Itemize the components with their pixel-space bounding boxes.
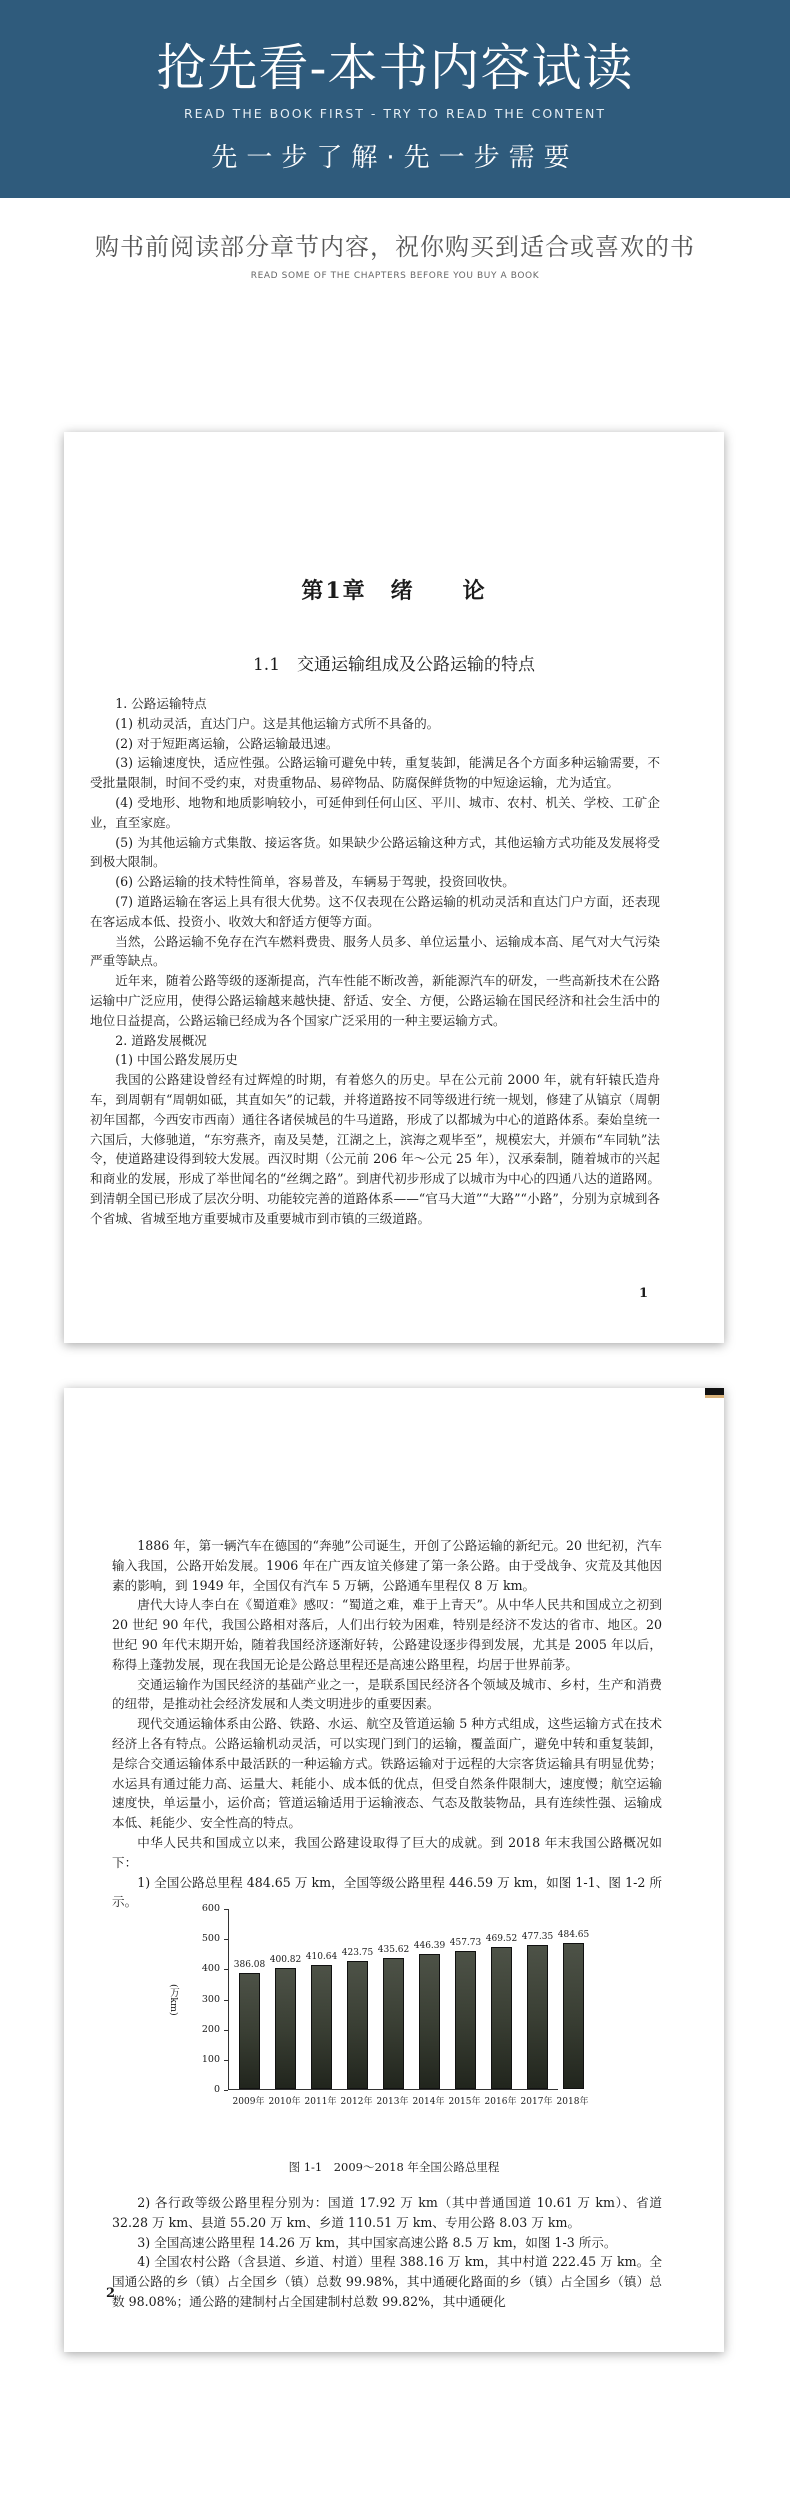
x-tick-label: 2009年	[232, 2097, 265, 2107]
paragraph: 近年来，随着公路等级的逐渐提高，汽车性能不断改善，新能源汽车的研发，一些高新技术在公路运输中广泛应用，使得公路运输越来越快捷、舒适、安全、方便，公路运输在国民经济和社会生活中的地位日益提高，公路运输已经成为各个国家广泛采用的一种主要运输方式。	[90, 973, 660, 1028]
page-number: 1	[638, 1286, 648, 1301]
bar-value-label: 446.39	[413, 1941, 446, 1952]
bar-value-label: 423.75	[341, 1948, 374, 1959]
paragraph: (3) 运输速度快，适应性强。公路运输可避免中转，重复装卸，能满足各个方面多种运输需要，不受批量限制，时间不受约束，对贵重物品、易碎物品、防腐保鲜货物的中短途运输，尤为适宜。	[90, 755, 660, 791]
y-tick-label: 200	[201, 2023, 220, 2035]
paragraph: (4) 受地形、地物和地质影响较小，可延伸到任何山区、平川、城市、农村、机关、学校、工矿企业，直至家庭。	[90, 794, 660, 830]
intro-text-cn: 购书前阅读部分章节内容，祝你购买到适合或喜欢的书	[95, 233, 695, 261]
chart-bar	[239, 1973, 260, 2089]
page2-body-after-figure	[112, 2193, 662, 2312]
banner-subtitle-en: READ THE BOOK FIRST - TRY TO READ THE CONTENT	[183, 106, 607, 121]
paragraph: 3) 全国高速公路里程 14.26 万 km，其中国家高速公路 8.5 万 km，如图 1-3 所示。	[137, 2234, 617, 2250]
chart-y-axis-label: (万km)	[168, 1984, 179, 2016]
y-tick-mark	[224, 2090, 228, 2091]
x-tick-label: 2014年	[412, 2097, 445, 2107]
chart-bar	[275, 1968, 296, 2089]
subheading: (1) 中国公路发展历史	[115, 1052, 238, 1068]
chart-plot-area	[228, 1909, 590, 2090]
chart-bar	[455, 1951, 476, 2089]
chart-bar	[491, 1947, 512, 2089]
chart-bar	[419, 1954, 440, 2089]
bar-value-label: 484.65	[557, 1929, 590, 1940]
y-tick-label: 100	[201, 2053, 220, 2065]
chart-bar	[563, 1943, 584, 2089]
subheading: 1. 公路运输特点	[115, 696, 207, 711]
y-tick-label: 500	[201, 1933, 220, 1945]
chart-bar	[383, 1958, 404, 2089]
paragraph: (1) 机动灵活，直达门户。这是其他运输方式所不具备的。	[115, 715, 440, 731]
intro-text-en: READ SOME OF THE CHAPTERS BEFORE YOU BUY A BOOK	[250, 271, 540, 281]
x-tick-label: 2016年	[484, 2097, 517, 2107]
bar-value-label: 400.82	[269, 1955, 302, 1966]
x-tick-label: 2015年	[448, 2097, 481, 2107]
header-banner	[0, 0, 790, 198]
page2-body	[112, 1536, 662, 1912]
paragraph: 2) 各行政等级公路里程分别为：国道 17.92 万 km（其中普通国道 10.61 万 km）、省道 32.28 万 km、县道 55.20 万 km、乡道 110.51 万 km、专用公路 8.03 万 km。	[112, 2195, 662, 2230]
page-edge-tab	[705, 1388, 724, 1398]
figure-caption: 图 1-1 2009～2018 年全国公路总里程	[288, 2160, 500, 2174]
chapter-title: 第1章 绪 论	[301, 578, 487, 604]
bar-value-label: 435.62	[377, 1944, 410, 1955]
page-number: 2	[106, 2286, 116, 2301]
paragraph: 1) 全国公路总里程 484.65 万 km，全国等级公路里程 446.59 万 km，如图 1-1、图 1-2 所示。	[112, 1874, 662, 1910]
y-tick-label: 600	[201, 1903, 220, 1914]
paragraph: 我国的公路建设曾经有过辉煌的时期，有着悠久的历史。早在公元前 2000 年，就有轩辕氏造舟车，到周朝有“周朝如砥，其直如矢”的记载，并将道路按不同等级进行统一规划，修建了从镐京（周朝初年国都，今西安市西南）通往各诸侯城邑的牛马道路，形成了以都城为中心的道路体系。秦始皇统一六国后，大修驰道，“东穷燕齐，南及吴楚，江湖之上，滨海之观毕至”，规模宏大，并颁布“车同轨”法令，使道路建设得到较大发展。西汉时期（公元前 206 年～公元 25 年），汉承秦制，随着城市的兴起和商业的发展，形成了举世闻名的“丝绸之路”。到唐代初步形成了以城市为中心的四通八达的道路网。到清朝全国已形成了层次分明、功能较完善的道路体系——“官马大道”“大路”“小路”，分别为京城到各个省城、省城至地方重要城市及重要城市到市镇的三级道路。	[90, 1072, 660, 1226]
x-tick-label: 2011年	[304, 2097, 337, 2107]
paragraph: 交通运输作为国民经济的基础产业之一，是联系国民经济各个领域及城市、乡村，生产和消费的纽带，是推动社会经济发展和人类文明进步的重要因素。	[112, 1676, 662, 1712]
x-tick-label: 2012年	[340, 2097, 373, 2107]
paragraph: 唐代大诗人李白在《蜀道难》感叹：“蜀道之难，难于上青天”。从中华人民共和国成立之初到 20 世纪 90 年代，我国公路相对落后，人们出行较为困难，特别是经济不发达的省市、地区。20 世纪 90 年代末期开始，随着我国经济逐渐好转，公路建设逐步得到发展，尤其是 2005 年以后，称得上蓬勃发展，现在我国无论是公路总里程还是高速公路里程，均居于世界前茅。	[112, 1597, 662, 1672]
book-page-2	[64, 1388, 724, 2352]
x-tick-label: 2013年	[376, 2097, 409, 2107]
banner-title: 抢先看-本书内容试读	[156, 39, 634, 97]
paragraph: 现代交通运输体系由公路、铁路、水运、航空及管道运输 5 种方式组成，这些运输方式在技术经济上各有特点。公路运输机动灵活，可以实现门到门的运输，覆盖面广，避免中转和重复装卸，是综合交通运输体系中最活跃的一种运输方式。铁路运输对于远程的大宗客货运输具有明显优势；水运具有通过能力高、运量大、耗能小、成本低的优点，但受自然条件限制大，速度慢；航空运输速度快，单运量小，运价高；管道运输适用于运输液态、气态及散装物品，具有连续性强、运输成本低、耗能少、安全性高的特点。	[112, 1716, 662, 1831]
bar-value-label: 477.35	[521, 1931, 554, 1942]
banner-subtitle-cn: 先一步了解·先一步需要	[211, 143, 579, 173]
paragraph: (2) 对于短距离运输，公路运输最迅速。	[115, 735, 339, 751]
paragraph: 1886 年，第一辆汽车在德国的“奔驰”公司诞生，开创了公路运输的新纪元。20 世纪初，汽车输入我国，公路开始发展。1906 年在广西友谊关修建了第一条公路。由于受战争、灾荒及其他因素的影响，到 1949 年，全国仅有汽车 5 万辆，公路通车里程仅 8 万 km。	[112, 1538, 662, 1593]
paragraph: 中华人民共和国成立以来，我国公路建设取得了巨大的成就。到 2018 年末我国公路概况如下：	[112, 1834, 662, 1870]
x-tick-label: 2017年	[520, 2097, 553, 2107]
page1-body	[90, 694, 660, 1229]
paragraph: (7) 道路运输在客运上具有很大优势。这不仅表现在公路运输的机动灵活和直达门户方面，还表现在客运成本低、投资小、收效大和舒适方便等方面。	[90, 893, 660, 929]
paragraph: (5) 为其他运输方式集散、接运客货。如果缺少公路运输这种方式，其他运输方式功能及发展将受到极大限制。	[90, 834, 660, 870]
bar-value-label: 386.08	[233, 1959, 266, 1970]
bar-value-label: 410.64	[305, 1952, 338, 1963]
chart-bar	[527, 1945, 548, 2089]
bar-value-label: 469.52	[485, 1934, 518, 1945]
subheading: 2. 道路发展概况	[115, 1032, 207, 1048]
paragraph: 当然，公路运输不免存在汽车燃料费贵、服务人员多、单位运量小、运输成本高、尾气对大气污染严重等缺点。	[90, 933, 660, 969]
x-tick-label: 2010年	[268, 2097, 301, 2107]
chart-bar	[311, 1965, 332, 2089]
book-page-1	[64, 432, 724, 1343]
y-tick-label: 0	[213, 2084, 220, 2095]
bar-chart-figure-1-1	[160, 1898, 590, 2138]
x-tick-label: 2018年	[556, 2097, 589, 2107]
chart-bar	[347, 1961, 368, 2089]
y-tick-label: 300	[201, 1993, 220, 2005]
section-title: 1.1 交通运输组成及公路运输的特点	[252, 655, 536, 675]
bar-value-label: 457.73	[449, 1937, 482, 1948]
y-tick-label: 400	[201, 1963, 220, 1975]
paragraph: (6) 公路运输的技术特性简单，容易普及，车辆易于驾驶，投资回收快。	[115, 874, 515, 890]
paragraph: 4) 全国农村公路（含县道、乡道、村道）里程 388.16 万 km，其中村道 222.45 万 km。全国通公路的乡（镇）占全国乡（镇）总数 99.98%，其中通硬化路面的乡（镇）占全国乡（镇）总数 98.08%；通公路的建制村占全国建制村总数 99.82%，其中通硬化	[112, 2254, 662, 2309]
